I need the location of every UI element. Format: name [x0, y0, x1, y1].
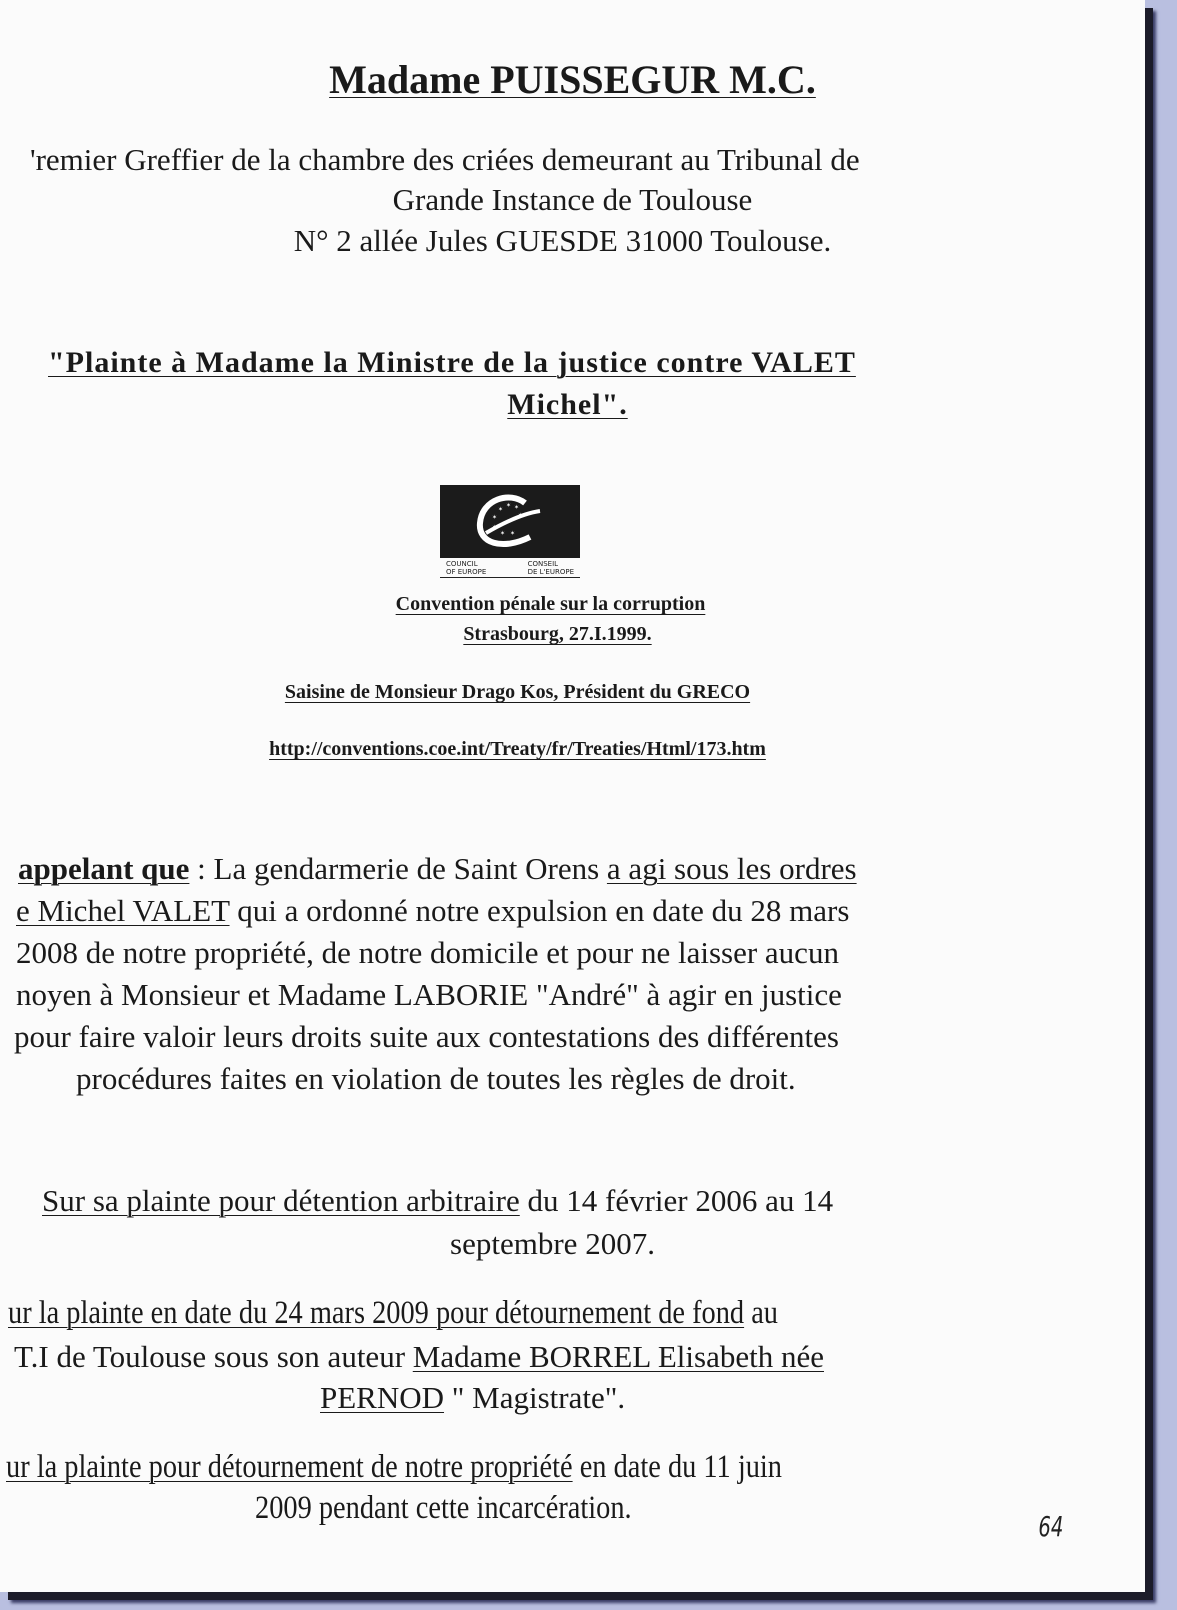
- underlined-phrase: PERNOD: [320, 1380, 445, 1415]
- header-line: N° 2 allée Jules GUESDE 31000 Toulouse.: [293, 223, 832, 258]
- header-line: Grande Instance de Toulouse: [392, 182, 753, 217]
- complaint-item-cont: [14, 1341, 824, 1372]
- text: : La gendarmerie de Saint Orens: [189, 851, 607, 886]
- convention-title: [0, 594, 1123, 614]
- underlined-phrase: Madame BORREL Elisabeth née: [412, 1339, 824, 1374]
- paragraph-line: [16, 895, 849, 926]
- svg-text:✶: ✶: [500, 531, 506, 537]
- title-text: Madame PUISSEGUR M.C.: [329, 57, 816, 102]
- svg-text:✶: ✶: [518, 513, 524, 519]
- saisine-line: [0, 682, 1090, 702]
- svg-text:✶: ✶: [492, 525, 498, 531]
- handwritten-page-number: 64: [1038, 1510, 1064, 1543]
- text: au: [744, 1295, 778, 1331]
- header-line: 'remier Greffier de la chambre des criées demeurant au Tribunal de: [30, 142, 860, 177]
- saisine-text: Saisine de Monsieur Drago Kos, Président du GRECO: [284, 681, 751, 703]
- svg-text:✶: ✶: [506, 503, 512, 509]
- complaint-item: [6, 1451, 782, 1484]
- text: " Magistrate".: [444, 1380, 626, 1415]
- paragraph-line: [18, 853, 857, 884]
- treaty-link[interactable]: [0, 739, 1090, 759]
- complaint-title-cont: [0, 390, 1140, 420]
- paragraph-line: noyen à Monsieur et Madame LABORIE "André" à agir en justice: [16, 977, 842, 1012]
- underlined-phrase: appelant que: [18, 851, 190, 886]
- paragraph-line: procédures faites en violation de toutes les règles de droit.: [76, 1061, 796, 1096]
- text: du 14 février 2006 au 14: [519, 1183, 834, 1218]
- underlined-phrase: e Michel VALET: [16, 893, 230, 928]
- complaint-title: "Plainte à Madame la Ministre de la justice contre VALET: [48, 346, 856, 379]
- logo-caption-text: OF EUROPE: [446, 568, 487, 576]
- council-of-europe-logo: [440, 485, 580, 582]
- logo-emblem: [440, 485, 580, 558]
- convention-date-text: Strasbourg, 27.I.1999.: [463, 623, 652, 645]
- logo-caption: [440, 558, 580, 578]
- complaint-item-cont: [320, 1382, 625, 1413]
- complaint-item: [42, 1185, 833, 1216]
- paragraph-line: pour faire valoir leurs droits suite aux contestations des différentes: [14, 1019, 839, 1054]
- svg-text:✶: ✶: [514, 505, 520, 511]
- council-of-europe-emblem-icon: [440, 485, 580, 558]
- svg-text:✶: ✶: [510, 531, 516, 537]
- logo-caption-text: DE L'EUROPE: [527, 568, 574, 576]
- underlined-phrase: ur la plainte en date du 24 mars 2009 pour détournement de fond: [8, 1295, 745, 1331]
- complaint-item: [8, 1297, 778, 1330]
- text: qui a ordonné notre expulsion en date du 28 mars: [229, 893, 850, 928]
- svg-text:✶: ✶: [498, 507, 504, 513]
- underlined-phrase: Sur sa plainte pour détention arbitraire: [42, 1183, 520, 1218]
- document-title: [0, 57, 1145, 102]
- complaint-item-cont: septembre 2007.: [450, 1226, 655, 1261]
- svg-text:✶: ✶: [492, 515, 498, 521]
- logo-caption-text: CONSEIL: [527, 560, 559, 568]
- underlined-phrase: ur la plainte pour détournement de notre propriété: [6, 1449, 573, 1485]
- convention-title-text: Convention pénale sur la corruption: [395, 593, 706, 615]
- complaint-title-text: Michel".: [507, 388, 628, 421]
- convention-place-date: [0, 624, 1130, 644]
- text: T.I de Toulouse sous son auteur: [14, 1339, 413, 1374]
- treaty-url[interactable]: http://conventions.coe.int/Treaty/fr/Treaties/Html/173.htm: [269, 738, 766, 760]
- paragraph-line: 2008 de notre propriété, de notre domicile et pour ne laisser aucun: [16, 935, 839, 970]
- text: en date du 11 juin: [572, 1449, 783, 1485]
- logo-caption-text: COUNCIL: [446, 560, 478, 568]
- underlined-phrase: a agi sous les ordres: [606, 851, 857, 886]
- complaint-item-cont: 2009 pendant cette incarcération.: [255, 1490, 632, 1526]
